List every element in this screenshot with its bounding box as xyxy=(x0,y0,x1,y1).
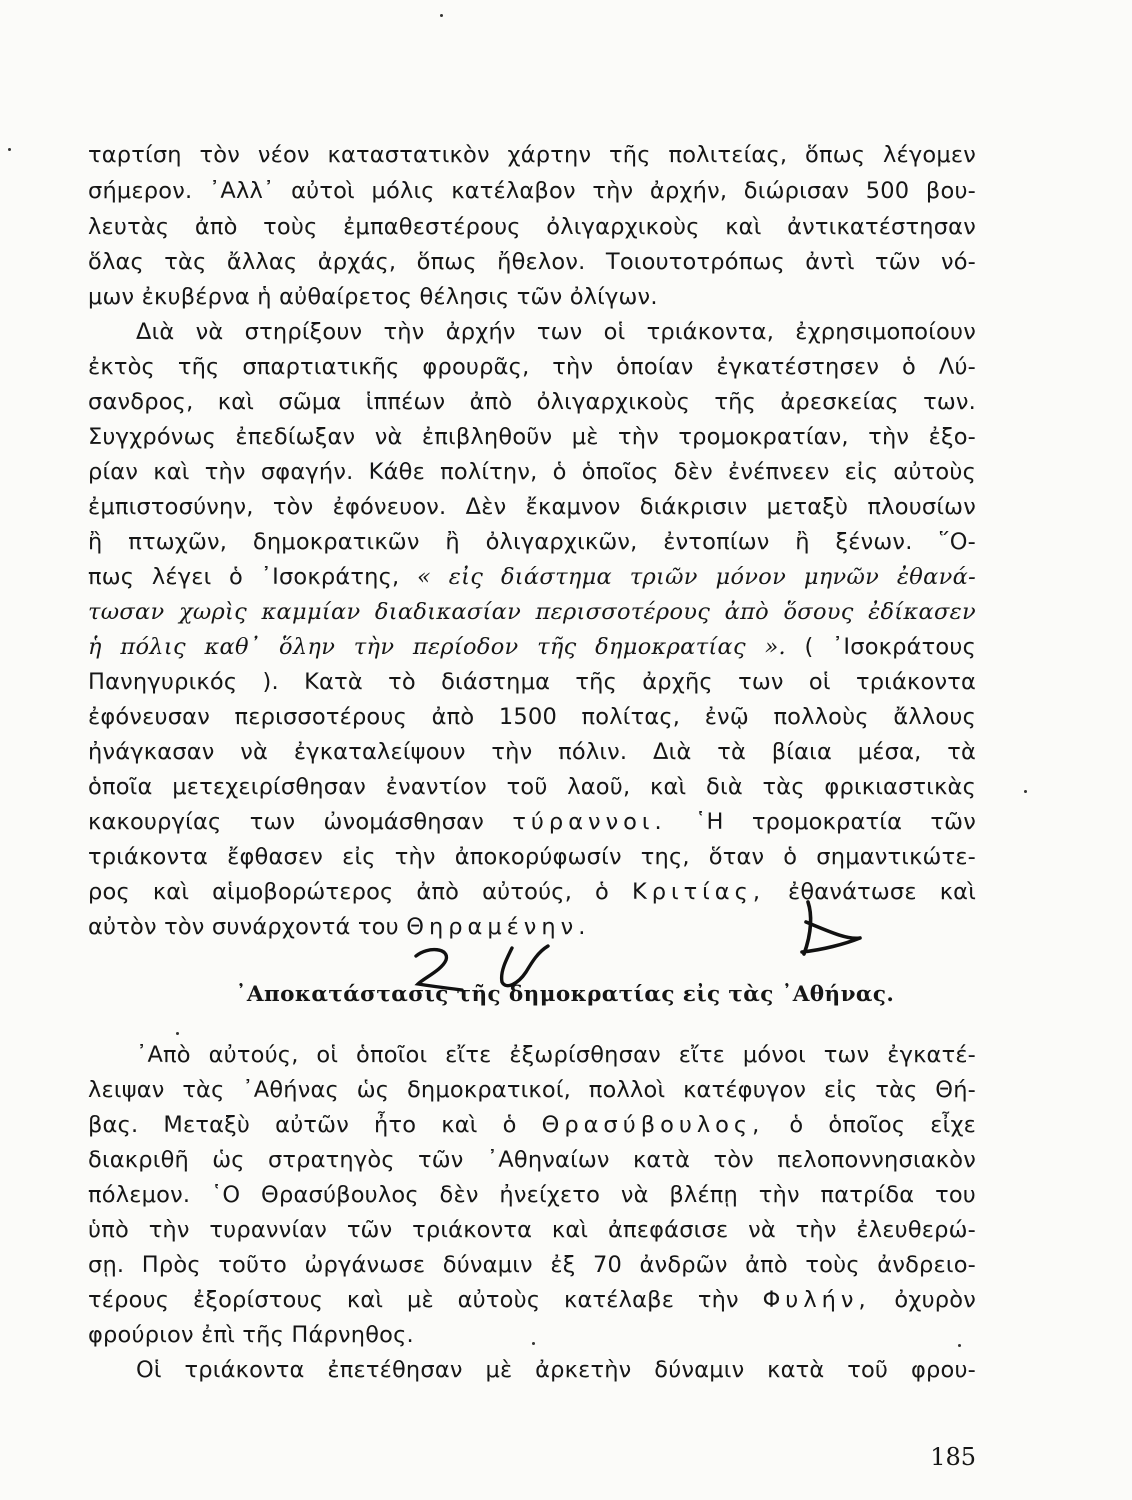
text-line: ὁποῖα μετεχειρίσθησαν ἐναντίον τοῦ λαοῦ, καὶ διὰ τὰς φρικιαστικὰς xyxy=(88,774,976,800)
isocrates-quote: « εἰς διάστημα τριῶν μόνον μηνῶν ἐθανά- xyxy=(416,564,976,590)
text-line: λειψαν τὰς ᾿Αθήνας ὡς δημοκρατικοί, πολλοὶ κατέφυγον εἰς τὰς Θή- xyxy=(88,1077,976,1103)
spaced-term: Θρασύβουλος, xyxy=(541,1112,765,1138)
text-line: σῃ. Πρὸς τοῦτο ὠργάνωσε δύναμιν ἐξ 70 ἀνδρῶν ἀπὸ τοὺς ἀνδρειο- xyxy=(88,1252,976,1278)
scan-speck xyxy=(532,1342,535,1345)
text-line: ὅλας τὰς ἄλλας ἀρχάς, ὅπως ἤθελον. Τοιουτοτρόπως ἀντὶ τῶν νό- xyxy=(88,249,976,275)
text-line: σανδρος, καὶ σῶμα ἱππέων ἀπὸ ὀλιγαρχικοὺς τῆς ἀρεσκείας των. xyxy=(88,389,976,415)
text-line: Διὰ νὰ στηρίξουν τὴν ἀρχήν των οἱ τριάκοντα, ἐχρησιμοποίουν xyxy=(136,319,976,345)
text-line xyxy=(88,632,976,662)
text-line: ᾿Απὸ αὐτούς, οἱ ὁποῖοι εἴτε ἐξωρίσθησαν εἴτε μόνοι των ἐγκατέ- xyxy=(136,1042,976,1068)
text-line: ὑπὸ τὴν τυραννίαν τῶν τριάκοντα καὶ ἀπεφάσισε νὰ τὴν ἐλευθερώ- xyxy=(88,1217,976,1243)
text-line: σήμερον. ᾿Αλλ᾿ αὐτοὶ μόλις κατέλαβον τὴν ἀρχήν, διώρισαν 500 βου- xyxy=(88,178,976,204)
text-line: ἠνάγκασαν νὰ ἐγκαταλείψουν τὴν πόλιν. Διὰ τὰ βίαια μέσα, τὰ xyxy=(88,739,976,765)
text-line: μων ἐκυβέρνα ἡ αὐθαίρετος θέλησις τῶν ὀλίγων. xyxy=(88,284,658,310)
text-line: ρίαν καὶ τὴν σφαγήν. Κάθε πολίτην, ὁ ὁποῖος δὲν ἐνέπνεεν εἰς αὐτοὺς xyxy=(88,459,976,485)
spaced-term: τύραννοι. xyxy=(512,809,667,835)
text-run: ὁ ὁποῖος εἶχε xyxy=(764,1112,976,1138)
text-line: ἐκτὸς τῆς σπαρτιατικῆς φρουρᾶς, τὴν ὁποίαν ἐγκατέστησεν ὁ Λύ- xyxy=(88,354,976,380)
handwritten-scribble-icon xyxy=(408,938,558,1000)
handwritten-mark-icon xyxy=(790,892,870,962)
text-line xyxy=(88,1110,976,1140)
text-run: κακουργίας των ὠνομάσθησαν xyxy=(88,809,513,835)
text-line: ἢ πτωχῶν, δημοκρατικῶν ἢ ὀλιγαρχικῶν, ἐντοπίων ἢ ξένων. ῞Ο- xyxy=(88,529,976,555)
text-run: ὀχυρὸν xyxy=(870,1287,976,1313)
text-line: διακριθῆ ὡς στρατηγὸς τῶν ᾿Αθηναίων κατὰ τὸν πελοποννησιακὸν xyxy=(88,1147,976,1173)
text-line: ἐφόνευσαν περισσοτέρους ἀπὸ 1500 πολίτας, ἐνῷ πολλοὺς ἄλλους xyxy=(88,704,976,730)
text-line: ταρτίση τὸν νέον καταστατικὸν χάρτην τῆς πολιτείας, ὅπως λέγομεν xyxy=(88,142,976,168)
isocrates-quote: τωσαν χωρὶς καμμίαν διαδικασίαν περισσοτέρους ἀπὸ ὅσους ἐδίκασεν xyxy=(88,599,976,625)
text-run: βας. Μεταξὺ αὐτῶν ἦτο καὶ ὁ xyxy=(88,1112,542,1138)
spaced-term: Θηραμένην. xyxy=(406,914,591,940)
text-line: φρούριον ἐπὶ τῆς Πάρνηθος. xyxy=(88,1322,414,1348)
text-run: ῾Η τρομοκρατία τῶν xyxy=(666,809,976,835)
text-line: τριάκοντα ἔφθασεν εἰς τὴν ἀποκορύφωσίν της, ὅταν ὁ σημαντικώτε- xyxy=(88,844,976,870)
text-run: ρος καὶ αἱμοβορώτερος ἀπὸ αὐτούς, ὁ xyxy=(88,879,632,905)
spaced-term: Φυλήν, xyxy=(762,1287,871,1313)
page-number: 185 xyxy=(930,1443,976,1471)
text-line xyxy=(88,597,976,627)
text-run: ἐθανάτωσε καὶ xyxy=(764,879,977,905)
text-line: ἐμπιστοσύνην, τὸν ἐφόνευον. Δὲν ἔκαμνον διάκρισιν μεταξὺ πλουσίων xyxy=(88,494,976,520)
text-line xyxy=(88,1285,976,1315)
isocrates-quote: ἡ πόλις καθ᾿ ὅλην τὴν περίοδον τῆς δημοκρατίας ». xyxy=(88,634,786,660)
text-run: ( ᾿Ισοκράτους xyxy=(786,634,976,660)
scan-speck xyxy=(958,1344,961,1347)
scan-speck xyxy=(8,148,11,151)
scan-speck xyxy=(176,1032,179,1035)
text-line: Οἱ τριάκοντα ἐπετέθησαν μὲ ἀρκετὴν δύναμιν κατὰ τοῦ φρου- xyxy=(136,1357,976,1383)
section-heading: ᾿Αποκατάστασις τῆς δημοκρατίας εἰς τὰς ᾿Αθήνας. xyxy=(235,982,895,1007)
text-line: Πανηγυρικός ). Κατὰ τὸ διάστημα τῆς ἀρχῆς των οἱ τριάκοντα xyxy=(88,669,976,695)
scan-speck xyxy=(440,14,443,17)
text-line xyxy=(88,562,976,592)
text-line xyxy=(88,807,976,837)
text-run: αὐτὸν τὸν συνάρχοντά του xyxy=(88,914,407,940)
text-line: Συγχρόνως ἐπεδίωξαν νὰ ἐπιβληθοῦν μὲ τὴν τρομοκρατίαν, τὴν ἐξο- xyxy=(88,424,976,450)
text-run: τέρους ἐξορίστους καὶ μὲ αὐτοὺς κατέλαβε τὴν xyxy=(88,1287,763,1313)
spaced-term: Κριτίας, xyxy=(631,879,765,905)
text-line: πόλεμον. ῾Ο Θρασύβουλος δὲν ἠνείχετο νὰ βλέπῃ τὴν πατρίδα του xyxy=(88,1182,976,1208)
text-run: πως λέγει ὁ ᾿Ισοκράτης, xyxy=(88,564,417,590)
text-line: λευτὰς ἀπὸ τοὺς ἐμπαθεστέρους ὀλιγαρχικοὺς καὶ ἀντικατέστησαν xyxy=(88,214,976,240)
scan-speck xyxy=(1024,790,1027,793)
